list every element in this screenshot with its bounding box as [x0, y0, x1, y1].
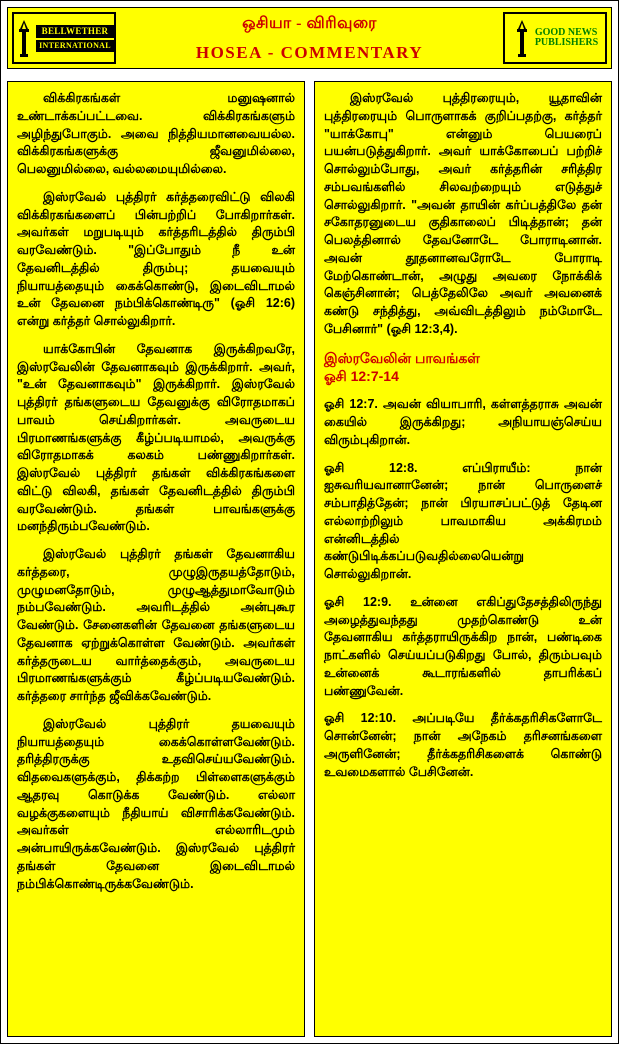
- verse-text: ஓசி 12:7. அவன் வியாபாரி, கள்ளத்தராசு அவன் கையில் இருக்கிறது; அநியாயஞ்செய்ய விரும்புகிறான்.: [324, 397, 602, 447]
- section-heading-line1: இஸ்ரவேலின் பாவங்கள்: [324, 349, 480, 366]
- verse-text: ஓசி 12:8. எப்பிராயீம்: நான் ஐசுவரியவானானேன்; நான் பொருளைச் சம்பாதித்தேன்; நான் பிரயாசப்பட்டுத் தேடின எல்லாற்றிலும் பாவமாகிய அக்கிரமம் என்னிடத்தில் கண்டுபிடிக்கப்படுவதில்லையென்று சொல்லுகிறான்.: [324, 460, 602, 582]
- logo-right-line2: PUBLISHERS: [534, 37, 599, 48]
- right-column: [314, 81, 612, 1037]
- page-title: [123, 14, 496, 63]
- paragraph: யாக்கோபின் தேவனாக இருக்கிறவரே, இஸ்ரவேலின் தேவனாகவும் இருக்கிறார். அவர், "உன் தேவனாகவும்" இருக்கிறார். இஸ்ரவேல் புத்திரர் தங்களுடைய தேவனுக்கு விரோதமாகப் பாவம் செய்கிறார்கள். அவருடைய பிரமாணங்களுக்கு கீழ்ப்படியாமல், அவருக்கு விரோதமாகக் கலகம் பண்ணுகிறார்கள். இஸ்ரவேல் புத்திரர் தங்கள் விக்கிரகங்களை விட்டு விலகி, தங்கள் தேவனிடத்தில் திரும்பி வரவேண்டும். தங்கள் பாவங்களுக்கு மனந்திரும்பவேண்டும்.: [17, 341, 295, 534]
- paragraph: இஸ்ரவேல் புத்திரர் தயவையும் நியாயத்தையும் கைக்கொள்ளவேண்டும். தரித்திரருக்கு உதவிசெய்யவேண்டும். விதவைகளுக்கும், திக்கற்ற பிள்ளைகளுக்கும் ஆதரவு கொடுக்க வேண்டும். எல்லா வழக்குகளையும் நீதியாய் விசாரிக்கவேண்டும். அவர்கள் எல்லாரிடமும் அன்பாயிருக்கவேண்டும். இஸ்ரவேல் புத்திரர் தங்கள் தேவனை இடைவிடாமல் நம்பிக்கொண்டிருக்கவேண்டும்.: [17, 716, 295, 891]
- torch-icon: [14, 18, 34, 58]
- paragraph: இஸ்ரவேல் புத்திரரையும், யூதாவின் புத்திரரையும் பொருளாகக் குறிப்பதற்கு, கர்த்தர் "யாக்கோபு" என்னும் பெயரைப் பயன்படுத்துகிறார். அவர் யாக்கோபைப் பற்றிச் சொல்லும்போது, அவர் கர்த்தரின் சரித்திர சம்பவங்களில் சிலவற்றையும் எடுத்துச் சொல்லுகிறார். "அவன் தாயின் கர்ப்பத்திலே தன் சகோதரனுடைய குதிகாலைப் பிடித்தான்; தன் பெலத்தினால் தேவனோடே போராடினான். அவன் தூதனானவரோடே போராடி மேற்கொண்டான், அழுது அவரை நோக்கிக் கெஞ்சினான்; பெத்தேலிலே அவர் அவனைக் கண்டு சந்தித்து, அவ்விடத்திலும் நம்மோடே பேசினார்" (ஓசி 12:3,4).: [324, 91, 602, 336]
- page-title-tamil: ஒசியா - விரிவுரை: [242, 15, 377, 32]
- verse-text: ஓசி 12:9. உன்னை எகிப்துதேசத்திலிருந்து அழைத்துவந்தது முதற்கொண்டு உன் தேவனாகிய கர்த்தராயிருக்கிற நான், பண்டிகை நாட்களில் செய்யப்படுகிறது போல், திரும்பவும் உன்னைக் கூடாரங்களில் தாபரிக்கப் பண்ணுவேன்.: [324, 594, 602, 698]
- paragraph: இஸ்ரவேல் புத்திரர் கர்த்தரைவிட்டு விலகி விக்கிரகங்களைப் பின்பற்றிப் போகிறார்கள். அவர்கள் மறுபடியும் கர்த்தரிடத்தில் திரும்பி வரவேண்டும். "இப்போதும் நீ உன் தேவனிடத்தில் திரும்பு; தயவையும் நியாயத்தையும் கைக்கொண்டு, இடைவிடாமல் உன் தேவனை நம்பிக்கொண்டிரு" (ஓசி 12:6) என்று கர்த்தர் சொல்லுகிறார்.: [17, 189, 295, 328]
- page-header: [7, 7, 612, 69]
- page-body: [7, 81, 612, 1037]
- logo-left-line2: INTERNATIONAL: [36, 40, 114, 52]
- section-heading-line2: ஓசி 12:7-14: [324, 368, 399, 385]
- left-column: [7, 81, 305, 1037]
- good-news-publishers-logo: [503, 12, 607, 64]
- torch-icon: [512, 18, 532, 58]
- section-heading: [324, 349, 602, 387]
- bellwether-international-logo: [12, 12, 116, 64]
- page-title-english: HOSEA - COMMENTARY: [195, 43, 424, 62]
- paragraph: விக்கிரகங்கள் மனுஷனால் உண்டாக்கப்பட்டவை. விக்கிரகங்களும் அழிந்துபோகும். அவை நித்தியமானவையல்ல. விக்கிரகங்களுக்கு ஜீவனுமில்லை, பெலனுமில்லை, வல்லமையுமில்லை.: [17, 91, 295, 176]
- logo-right-line1: GOOD NEWS: [534, 26, 598, 38]
- paragraph: இஸ்ரவேல் புத்திரர் தங்கள் தேவனாகிய கர்த்தரை, முழுஇருதயத்தோடும், முழுமனதோடும், முழுஆத்துமாவோடும் நம்பவேண்டும். அவரிடத்தில் அன்புகூர வேண்டும். சேனைகளின் தேவனை தங்களுடைய தேவனாக ஏற்றுக்கொள்ள வேண்டும். அவர்கள் கர்த்தருடைய வார்த்தைக்கும், அவருடைய பிரமாணங்களுக்கும் கீழ்ப்படியவேண்டும். கர்த்தரை சார்ந்த ஜீவிக்கவேண்டும்.: [17, 547, 295, 703]
- logo-left-line1: BELLWETHER: [36, 25, 114, 38]
- verse-text: ஓசி 12:10. அப்படியே தீர்க்கதரிசிகளோடே சொன்னேன்; நான் அநேகம் தரிசனங்களை அருளினேன்; தீர்க்கதரிசிகளைக் கொண்டு உவமைகளால் பேசினேன்.: [324, 711, 602, 779]
